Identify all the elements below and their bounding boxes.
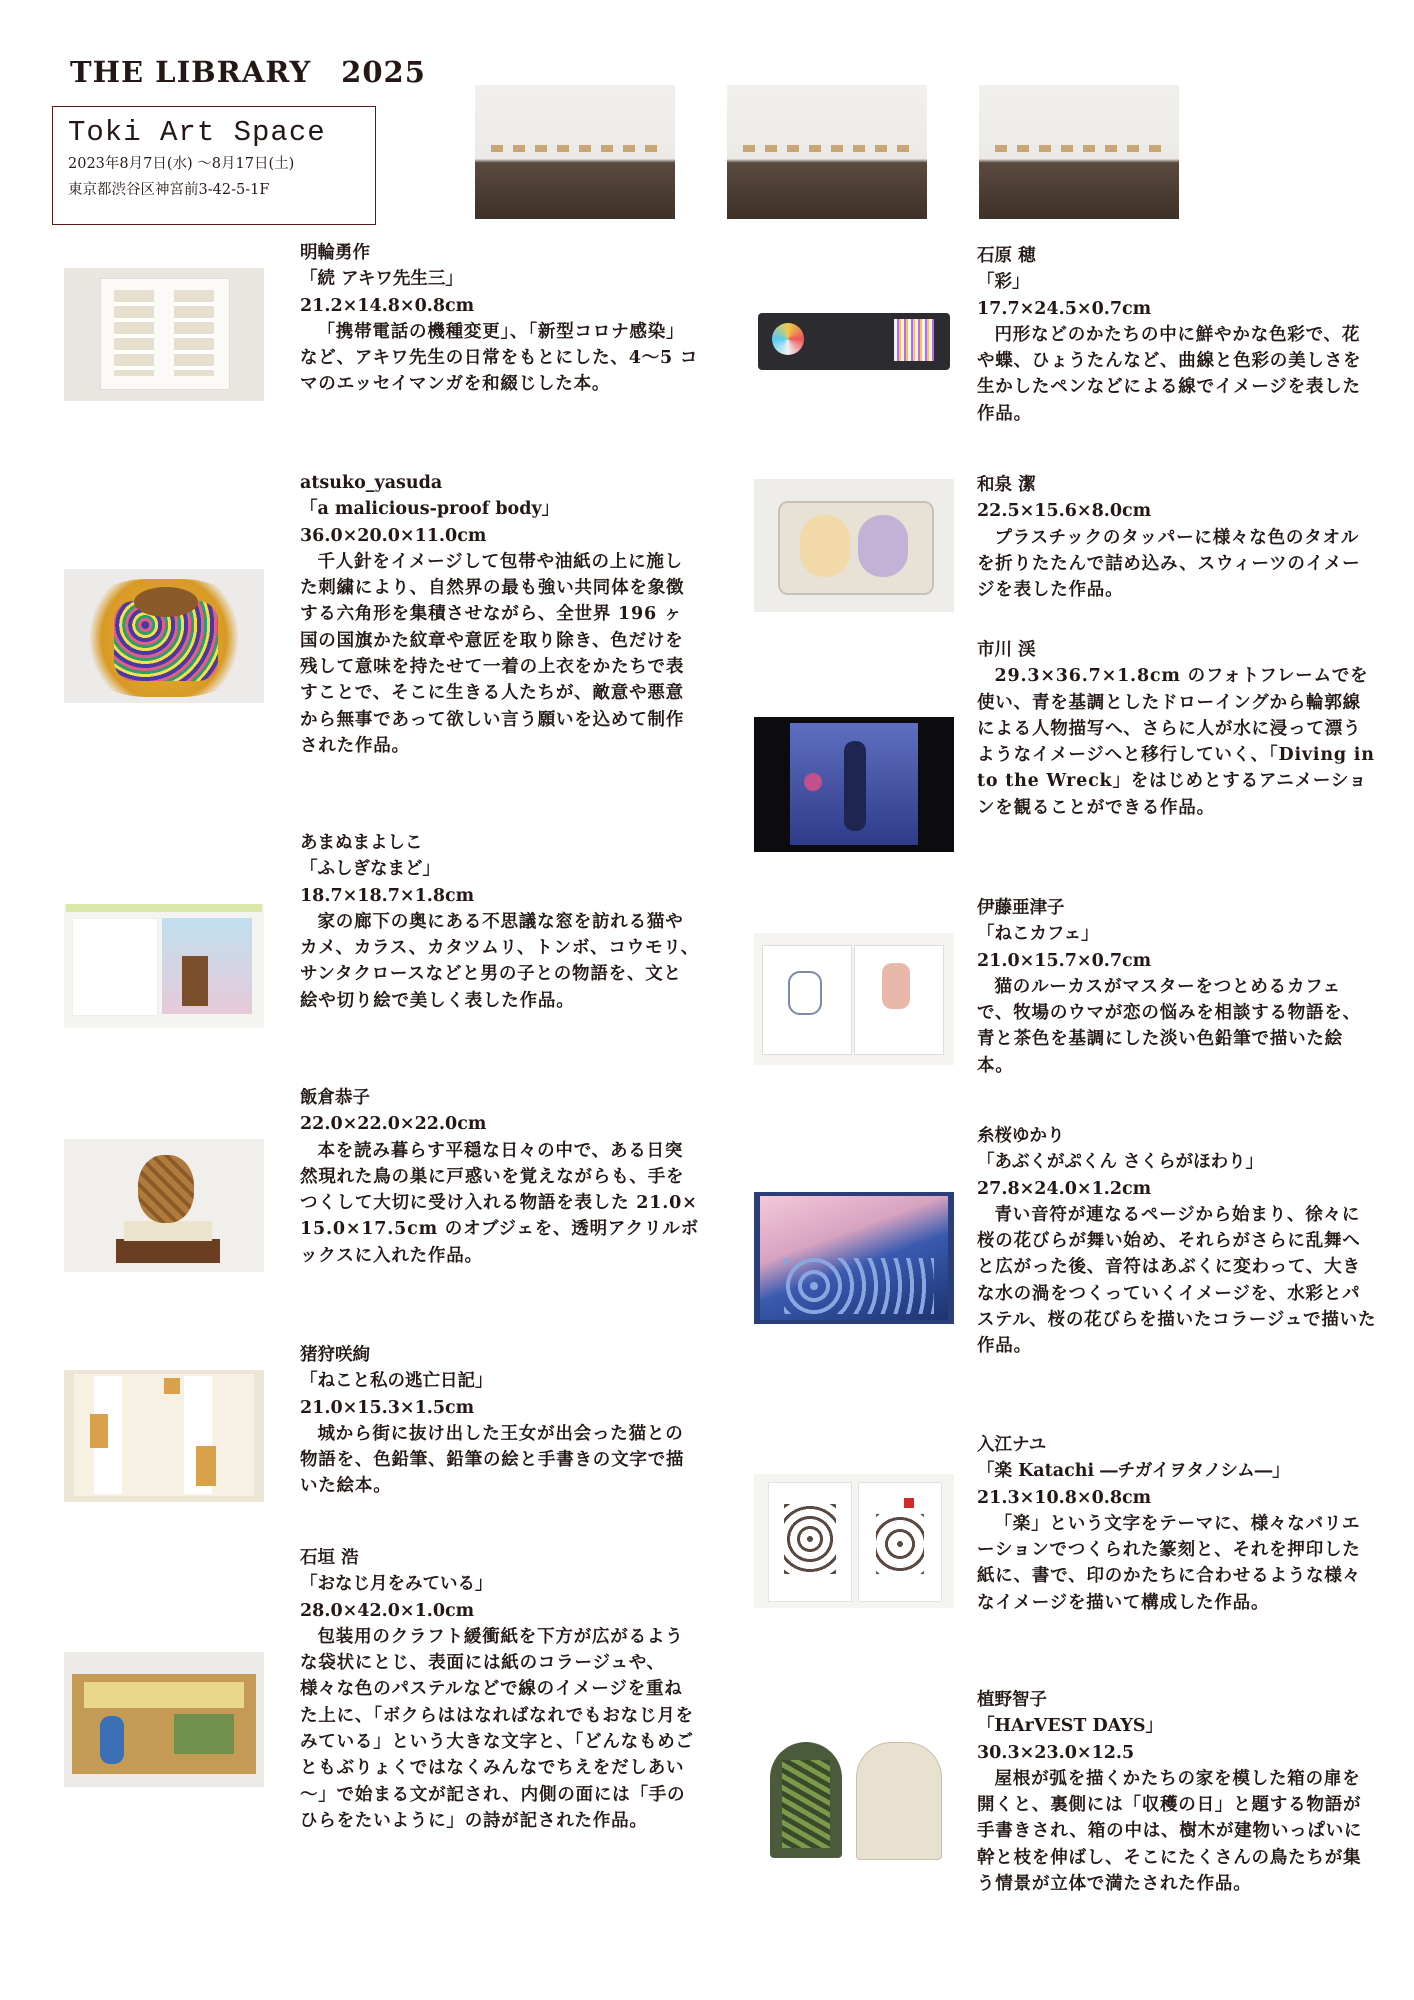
entry-title: 「おなじ月をみている」 [300,1574,493,1595]
entry-artist: 植野智子 [977,1690,1047,1710]
entry-izumi-kiyoshi [977,472,1377,603]
entry-description: 29.3×36.7×1.8cm のフォトフレームでを使い、青を基調としたドローイングから輪郭線による人物描写へ、さらに人が水に浸って漂うようなイメージへと移行していく、「Diving in to the Wreck」をはじめとするアニメーションを観ることができる作品。 [977,666,1375,818]
entry-artist: 糸桜ゆかり [977,1126,1065,1146]
entry-size: 21.3×10.8×0.8cm [977,1487,1152,1508]
entry-description: 猫のルーカスがマスターをつとめるカフェで、牧場のウマが恋の悩みを相談する物語を、青と茶色を基調にした淡い色鉛筆で描いた絵本。 [977,976,1361,1076]
artwork-photo-onaji-tsuki [64,1652,264,1787]
entry-artist: 市川 渓 [977,640,1036,660]
entry-itozakura-yukari [977,1123,1377,1360]
artwork-photo-neko-escape-diary [64,1370,264,1502]
entry-akiwa [300,240,700,398]
entry-atsuko-yasuda [300,470,700,759]
entry-size: 18.7×18.7×1.8cm [300,885,475,906]
venue-info-box [52,106,376,225]
artwork-photo-raku-katachi [754,1474,954,1608]
gallery-photo-3 [979,85,1179,219]
entry-iikura-kyoko [300,1085,700,1269]
entry-artist: 石垣 浩 [300,1548,359,1568]
entry-ueno-tomoko [977,1687,1377,1897]
entry-title: 「彩」 [977,272,1030,293]
entry-amanuma-yoshiko [300,830,700,1014]
entry-title: 「あぶくがぷくん さくらがほわり」 [977,1152,1264,1173]
artwork-photo-harvest-days [754,1734,954,1867]
entry-size: 21.0×15.3×1.5cm [300,1397,475,1418]
artwork-photo-akiwa [64,268,264,401]
entry-ishihara-minoru [977,243,1377,427]
entry-artist: 和泉 潔 [977,475,1036,495]
entry-description: 家の廊下の奥にある不思議な窓を訪れる猫やカメ、カラス、カタツムリ、トンボ、コウモリ、サンタクロースなどと男の子との物語を、文と絵や切り絵で美しく表した作品。 [300,911,700,1011]
entry-artist: 入江ナユ [977,1435,1047,1455]
artwork-photo-aya [754,309,954,374]
entry-title: 「ねこカフェ」 [977,924,1099,945]
page-title: THE LIBRARY 2025 [70,55,426,89]
venue-name: Toki Art Space [68,116,326,149]
gallery-photo-1 [475,85,675,219]
entry-ishigaki-hiroshi [300,1545,700,1834]
entry-irie-nayu [977,1432,1377,1616]
entry-title: 「ふしぎなまど」 [300,859,440,880]
entry-artist: 猪狩咲絢 [300,1345,370,1365]
entry-size: 17.7×24.5×0.7cm [977,298,1152,319]
artwork-photo-fushiginamado [64,904,264,1028]
artwork-photo-diving-in-to-the-wreck [754,717,954,852]
entry-artist: あまぬまよしこ [300,833,423,853]
entry-title: 「a malicious-proof body」 [300,499,560,520]
entry-ichikawa-kei [977,637,1377,821]
entry-size: 28.0×42.0×1.0cm [300,1600,475,1621]
entry-artist: 伊藤亜津子 [977,898,1065,918]
entry-description: 本を読み暮らす平穏な日々の中で、ある日突然現れた鳥の巣に戸惑いを覚えながらも、手をつくして大切に受け入れる物語を表した 21.0×15.0×17.5cm のオブジェを、透明アクリルボックスに入れた作品。 [300,1140,699,1266]
exhibition-dates: 2023年8月7日(水) ～8月17日(土) [68,156,295,172]
gallery-photo-2 [727,85,927,219]
entry-artist: 飯倉恭子 [300,1088,370,1108]
entry-size: 30.3×23.0×12.5 [977,1742,1135,1763]
entry-description: 千人針をイメージして包帯や油紙の上に施した刺繍により、自然界の最も強い共同体を象徴する六角形を集積させながら、全世界 196 ヶ国の国旗かた紋章や意匠を取り除き、色だけを残して意味を持たせて一着の上衣をかたちで表すことで、そこに生きる人たちが、敵意や悪意から無事であって欲しい言う願いを込めて制作された作品。 [300,551,685,756]
venue-address: 東京都渋谷区神宮前3-42-5-1F [68,182,270,198]
entry-description: 屋根が弧を描くかたちの家を模した箱の扉を開くと、裏側には「収穫の日」と題する物語が手書きされ、箱の中は、樹木が建物いっぱいに幹と枝を伸ばし、そこにたくさんの鳥たちが集う情景が立体で満たされた作品。 [977,1768,1363,1895]
entry-description: 包装用のクラフト緩衝紙を下方が広がるような袋状にとじ、表面には紙のコラージュや、様々な色のパステルなどで線のイメージを重ねた上に、「ボクらははなればなれでもおなじ月をみている」という大きな文字と、「どんなもめごともぶりょくではなくみんなでちえをだしあい～」で始まる文が記され、内側の面には「手のひらをたいように」の詩が記された作品。 [300,1626,694,1831]
entry-size: 22.5×15.6×8.0cm [977,501,1152,522]
artwork-photo-towel-tupperware [754,479,954,612]
entry-title: 「楽 Katachi ―チガイヲタノシム―」 [977,1461,1290,1482]
entry-artist: 明輪勇作 [300,243,370,263]
entry-size: 21.2×14.8×0.8cm [300,295,475,316]
entry-title: 「続 アキワ先生三」 [300,269,463,290]
entry-description: プラスチックのタッパーに様々な色のタオルを折りたたんで詰め込み、スウィーツのイメージを表した作品。 [977,527,1361,601]
entry-ito-atsuko [977,895,1377,1079]
entry-description: 城から街に抜け出した王女が出会った猫との物語を、色鉛筆、鉛筆の絵と手書きの文字で描いた絵本。 [300,1423,685,1497]
entry-artist: 石原 穂 [977,246,1036,266]
entry-igari-saaya [300,1342,700,1500]
artwork-photo-abuku-sakura [754,1192,954,1324]
entry-title: 「HArVEST DAYS」 [977,1716,1164,1737]
entry-artist: atsuko_yasuda [300,473,443,493]
entry-size: 27.8×24.0×1.2cm [977,1178,1152,1199]
artwork-photo-neko-cafe [754,933,954,1065]
artwork-photo-bird-nest [64,1139,264,1272]
entry-size: 22.0×22.0×22.0cm [300,1114,487,1135]
entry-size: 21.0×15.7×0.7cm [977,950,1152,971]
entry-description: 青い音符が連なるページから始まり、徐々に桜の花びらが舞い始め、それらがさらに乱舞へと広がった後、音符はあぶくに変わって、大きな水の渦をつくっていくイメージを、水彩とパステル、桜の花びらを描いたコラージュで描いた作品。 [977,1204,1377,1357]
entry-description: 「携帯電話の機種変更」、「新型コロナ感染」など、アキワ先生の日常をもとにした、4～5 コマのエッセイマンガを和綴じした本。 [300,321,699,395]
entry-description: 「楽」という文字をテーマに、様々なバリエーションでつくられた篆刻と、それを押印した紙に、書で、印のかたちに合わせるような様々なイメージを描いて構成した作品。 [977,1513,1361,1613]
artwork-photo-malicious-proof-body [64,569,264,703]
entry-title: 「ねこと私の逃亡日記」 [300,1371,493,1392]
entry-size: 36.0×20.0×11.0cm [300,525,487,546]
entry-description: 円形などのかたちの中に鮮やかな色彩で、花や蝶、ひょうたんなど、曲線と色彩の美しさを生かしたペンなどによる線でイメージを表した作品。 [977,324,1362,424]
